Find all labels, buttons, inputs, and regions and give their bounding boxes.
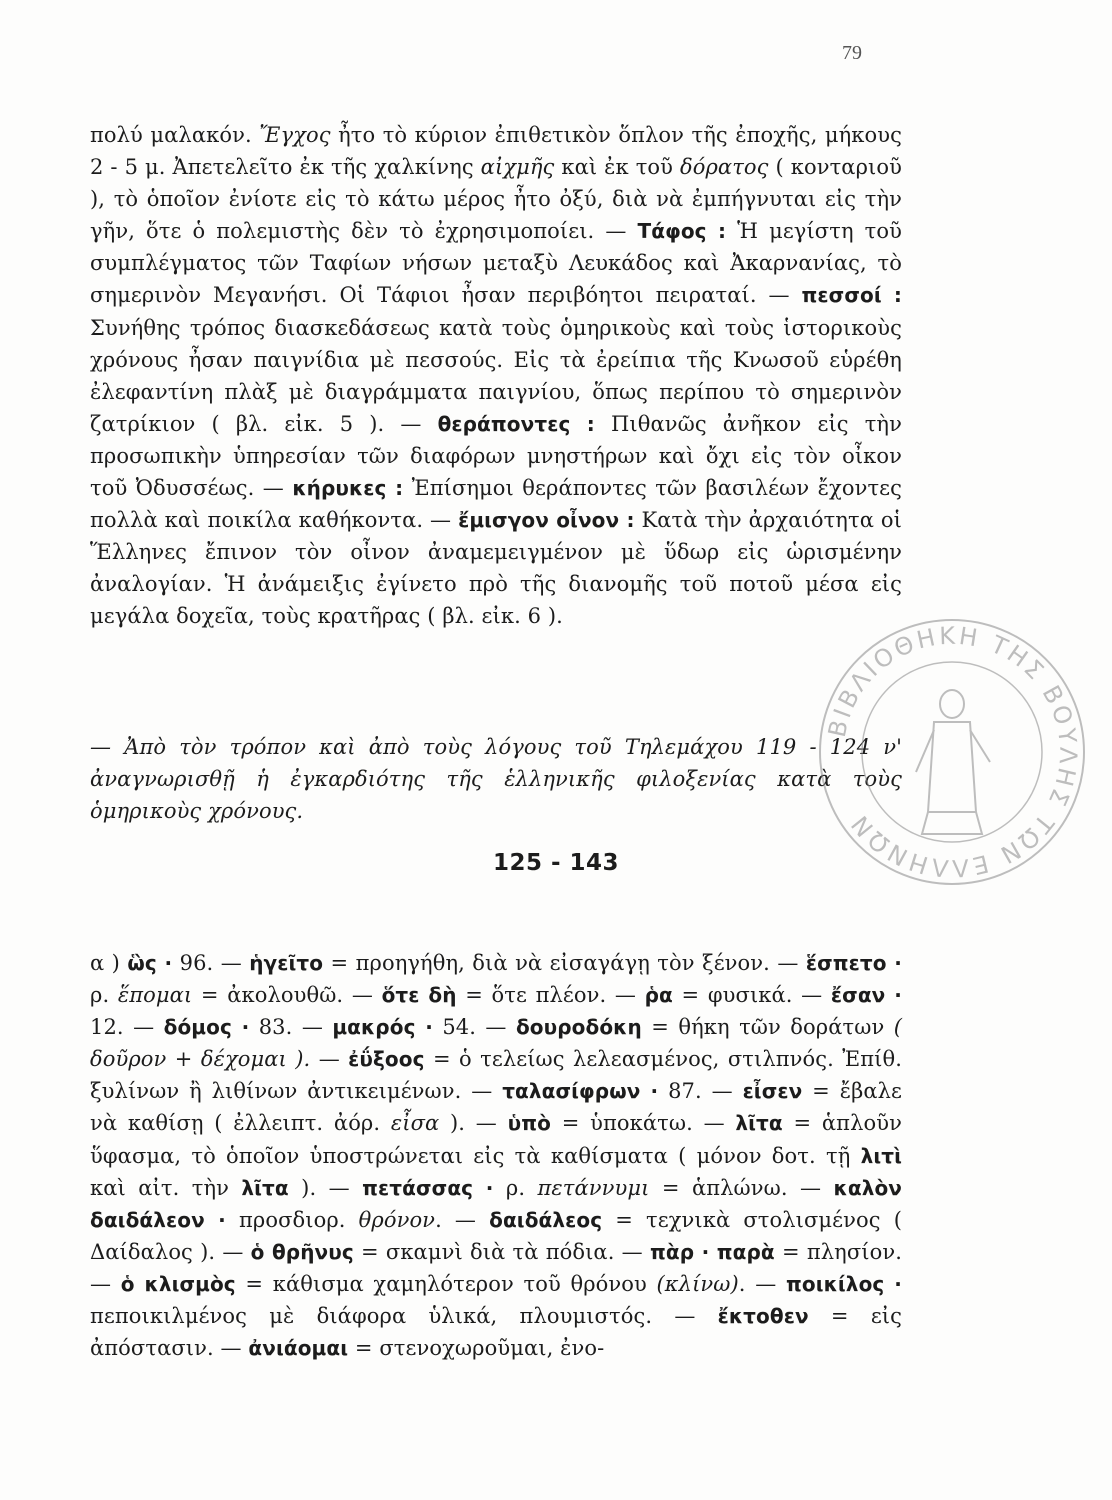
note-text: ). —	[439, 1111, 508, 1136]
gloss-text: Συνήθης τρόπος διασκεδάσεως κατὰ τοὺς ὁμηρικοὺς καὶ τοὺς ἱστορικοὺς χρόνους ἦσαν παιγνίδια μὲ πεσσούς. Εἰς τὰ ἐρείπια τῆς Κνωσοῦ εὑρέθη ἐλεφαντίνη πλὰξ μὲ διαγράμματα παιγνίου, ὅπως περίπου τὸ σημερινὸν ζατρίκιον ( βλ. εἰκ. 5 ). —	[90, 315, 902, 436]
note-term: ἔσαν ·	[830, 983, 902, 1008]
gloss-text: Κατὰ τὴν ἀρχαιότητα οἱ Ἕλληνες ἔπινον τὸν οἶνον ἀναμεμειγμένον μὲ ὕδωρ εἰς ὡρισμένην ἀναλογίαν. Ἡ ἀνάμειξις ἐγίνετο πρὸ τῆς διανομῆς τοῦ ποτοῦ μέσα εἰς μεγάλα δοχεῖα, τοὺς κρατῆρας ( βλ. εἰκ. 6 ).	[90, 508, 902, 629]
gloss-italic-text: δόρατος	[680, 155, 769, 180]
note-term: ταλασίφρων ·	[502, 1079, 659, 1104]
section-heading: 125 - 143	[492, 850, 620, 876]
note-text: ρ.	[493, 1175, 538, 1200]
note-italic-text: εἶσα	[390, 1111, 440, 1136]
note-term: ἐΰξοος	[348, 1047, 425, 1072]
note-text: ρ.	[90, 983, 118, 1008]
note-term: εἶσεν	[742, 1079, 803, 1104]
gloss-term: ἔμισγον οἶνον :	[458, 508, 635, 533]
note-text: = ὁ τελείως λελεασμένος, στιλπνός. Ἐπίθ. ξυλίνων ἢ λιθίνων ἀντικειμένων. —	[90, 1047, 903, 1104]
gloss-paragraph	[90, 119, 902, 633]
note-text: = πλησίον. —	[90, 1239, 902, 1296]
note-term: ὅτε δὴ	[381, 983, 457, 1008]
note-term: ποικίλος ·	[785, 1271, 902, 1296]
gloss-term: θεράποντες :	[437, 411, 595, 436]
note-italic-text: (κλίνω)	[656, 1271, 739, 1296]
gloss-text: Πιθανῶς ἀνῆκον εἰς τὴν προσωπικὴν ὑπηρεσίαν τῶν διαφόρων μνηστήρων καὶ ὄχι εἰς τὸν οἶκον τοῦ Ὀδυσσέως. —	[90, 411, 902, 501]
note-text: 87. —	[658, 1079, 743, 1104]
gloss-italic-text: Ἔγχος	[259, 123, 331, 147]
gloss-text: καὶ ἐκ τοῦ	[554, 155, 680, 180]
note-text: = ἁπλοῦν ὕφασμα, τὸ ὁποῖον ὑποστρώνεται εἰς τὰ καθίσματα ( μόνον δοτ. τῇ	[90, 1111, 902, 1168]
page-number: 79	[842, 42, 862, 64]
note-term: δουροδόκη	[515, 1015, 642, 1040]
note-term: πὰρ · παρὰ	[649, 1239, 775, 1264]
note-text: ). —	[288, 1175, 363, 1200]
note-text: —	[310, 1047, 349, 1072]
gloss-term: κήρυκες :	[292, 476, 404, 501]
note-text: α )	[90, 951, 128, 975]
note-italic-text: ( δοῦρον + δέχομαι ).	[90, 1015, 903, 1072]
note-italic-text: πετάννυμι	[537, 1175, 650, 1200]
note-term: λιτὶ	[860, 1143, 902, 1168]
note-term: λῖτα	[241, 1175, 289, 1200]
note-term: ὣς ·	[127, 951, 173, 975]
note-text: . —	[738, 1271, 786, 1296]
note-term: λῖτα	[735, 1111, 783, 1136]
gloss-text: ἦτο τὸ κύριον ἐπιθετικὸν ὅπλον τῆς ἐποχῆς, μήκους 2 - 5 μ. Ἀπετελεῖτο ἐκ τῆς χαλκίνης	[90, 123, 902, 180]
library-stamp-icon	[812, 612, 1092, 892]
note-term: ὁ θρῆνυς	[250, 1239, 354, 1264]
note-text: 12. —	[90, 1015, 164, 1040]
note-term: δόμος ·	[163, 1015, 250, 1040]
note-text: = ὑποκάτω. —	[551, 1111, 736, 1136]
note-text: 83. —	[249, 1015, 333, 1040]
note-text: = ἁπλώνω. —	[649, 1175, 834, 1200]
note-term: καλὸν δαιδάλεον ·	[90, 1175, 903, 1232]
gloss-term: πεσσοί :	[801, 283, 902, 308]
note-text: = στενοχωροῦμαι, ἐνο-	[348, 1336, 605, 1361]
gloss-text: πολύ μαλακόν.	[90, 123, 260, 147]
gloss-term: Τάφος :	[637, 219, 727, 244]
note-text: = κάθισμα χαμηλότερον τοῦ θρόνου	[235, 1271, 657, 1296]
stamp-text: ΒΙΒΛΙΟΘΗΚΗ ΤΗΣ ΒΟΥΛΗΣ ΤΩΝ ΕΛΛΗΝΩΝ	[822, 621, 1083, 883]
note-text: 96. —	[172, 951, 250, 975]
note-text: = σκαμνὶ διὰ τὰ πόδια. —	[353, 1239, 650, 1264]
note-text: = προηγήθη, διὰ νὰ εἰσαγάγῃ τὸν ξένον. —	[323, 951, 806, 975]
note-text: καὶ αἰτ. τὴν	[90, 1175, 242, 1200]
note-text: = θήκη τῶν δοράτων	[641, 1015, 894, 1040]
note-term: ὁ κλισμὸς	[120, 1271, 236, 1296]
notes-paragraph	[90, 947, 902, 1364]
note-term: ἡγεῖτο	[249, 951, 324, 975]
note-text: = φυσικά. —	[672, 983, 831, 1008]
note-term: ἀνιάομαι	[248, 1336, 349, 1361]
note-italic-text: ἕπομαι	[117, 983, 193, 1008]
note-term: ὑπὸ	[507, 1111, 551, 1136]
note-term: ἔκτοθεν	[717, 1304, 809, 1329]
note-text: = ἔβαλε νὰ καθίσῃ ( ἐλλειπτ. ἀόρ.	[90, 1079, 902, 1136]
note-term: πετάσσας ·	[362, 1175, 494, 1200]
gloss-text: ( κονταριοῦ ), τὸ ὁποῖον ἐνίοτε εἰς τὸ κάτω μέρος ἦτο ὀξύ, διὰ νὰ ἐμπήγνυται εἰς τὴν γῆν, ὅτε ὁ πολεμιστὴς δὲν τὸ ἐχρησιμοποίει. —	[90, 155, 902, 244]
gloss-text: Ἡ μεγίστη τοῦ συμπλέγματος τῶν Ταφίων νήσων μεταξὺ Λευκάδος καὶ Ἀκαρνανίας, τὸ σημερινὸν Μεγανήσι. Οἱ Τάφιοι ἦσαν περιβόητοι πειραταί. —	[90, 219, 902, 308]
note-term: δαιδάλεος	[489, 1207, 603, 1232]
note-text: 54. —	[432, 1015, 516, 1040]
note-text: προσδιορ.	[225, 1207, 359, 1232]
gloss-italic-text: αἰχμῆς	[480, 155, 555, 180]
note-term: ἕσπετο ·	[805, 951, 902, 975]
gloss-text: Ἐπίσημοι θεράποντες τῶν βασιλέων ἔχοντες πολλὰ καὶ ποικίλα καθήκοντα. —	[90, 476, 903, 533]
comprehension-question: — Ἀπὸ τὸν τρόπον καὶ ἀπὸ τοὺς λόγους τοῦ Τηλεμάχου 119 - 124 ν' ἀναγνωρισθῇ ἡ ἐγκαρδιότης τῆς ἑλληνικῆς φιλοξενίας κατὰ τοὺς ὁμηρικοὺς χρόνους.	[90, 735, 902, 824]
note-text: . —	[435, 1207, 490, 1232]
note-text: = ἀκολουθῶ. —	[192, 983, 382, 1008]
note-term: μακρός ·	[332, 1015, 433, 1040]
note-text: = ὅτε πλέον. —	[456, 983, 645, 1008]
note-text: = τεχνικὰ στολισμένος ( Δαίδαλος ). —	[90, 1207, 903, 1264]
note-text: πεποικιλμένος μὲ διάφορα ὑλικά, πλουμιστός. —	[90, 1304, 718, 1329]
note-term: ῥα	[644, 983, 673, 1008]
note-italic-text: θρόνον	[358, 1207, 436, 1232]
note-text: = εἰς ἀπόστασιν. —	[90, 1304, 903, 1361]
